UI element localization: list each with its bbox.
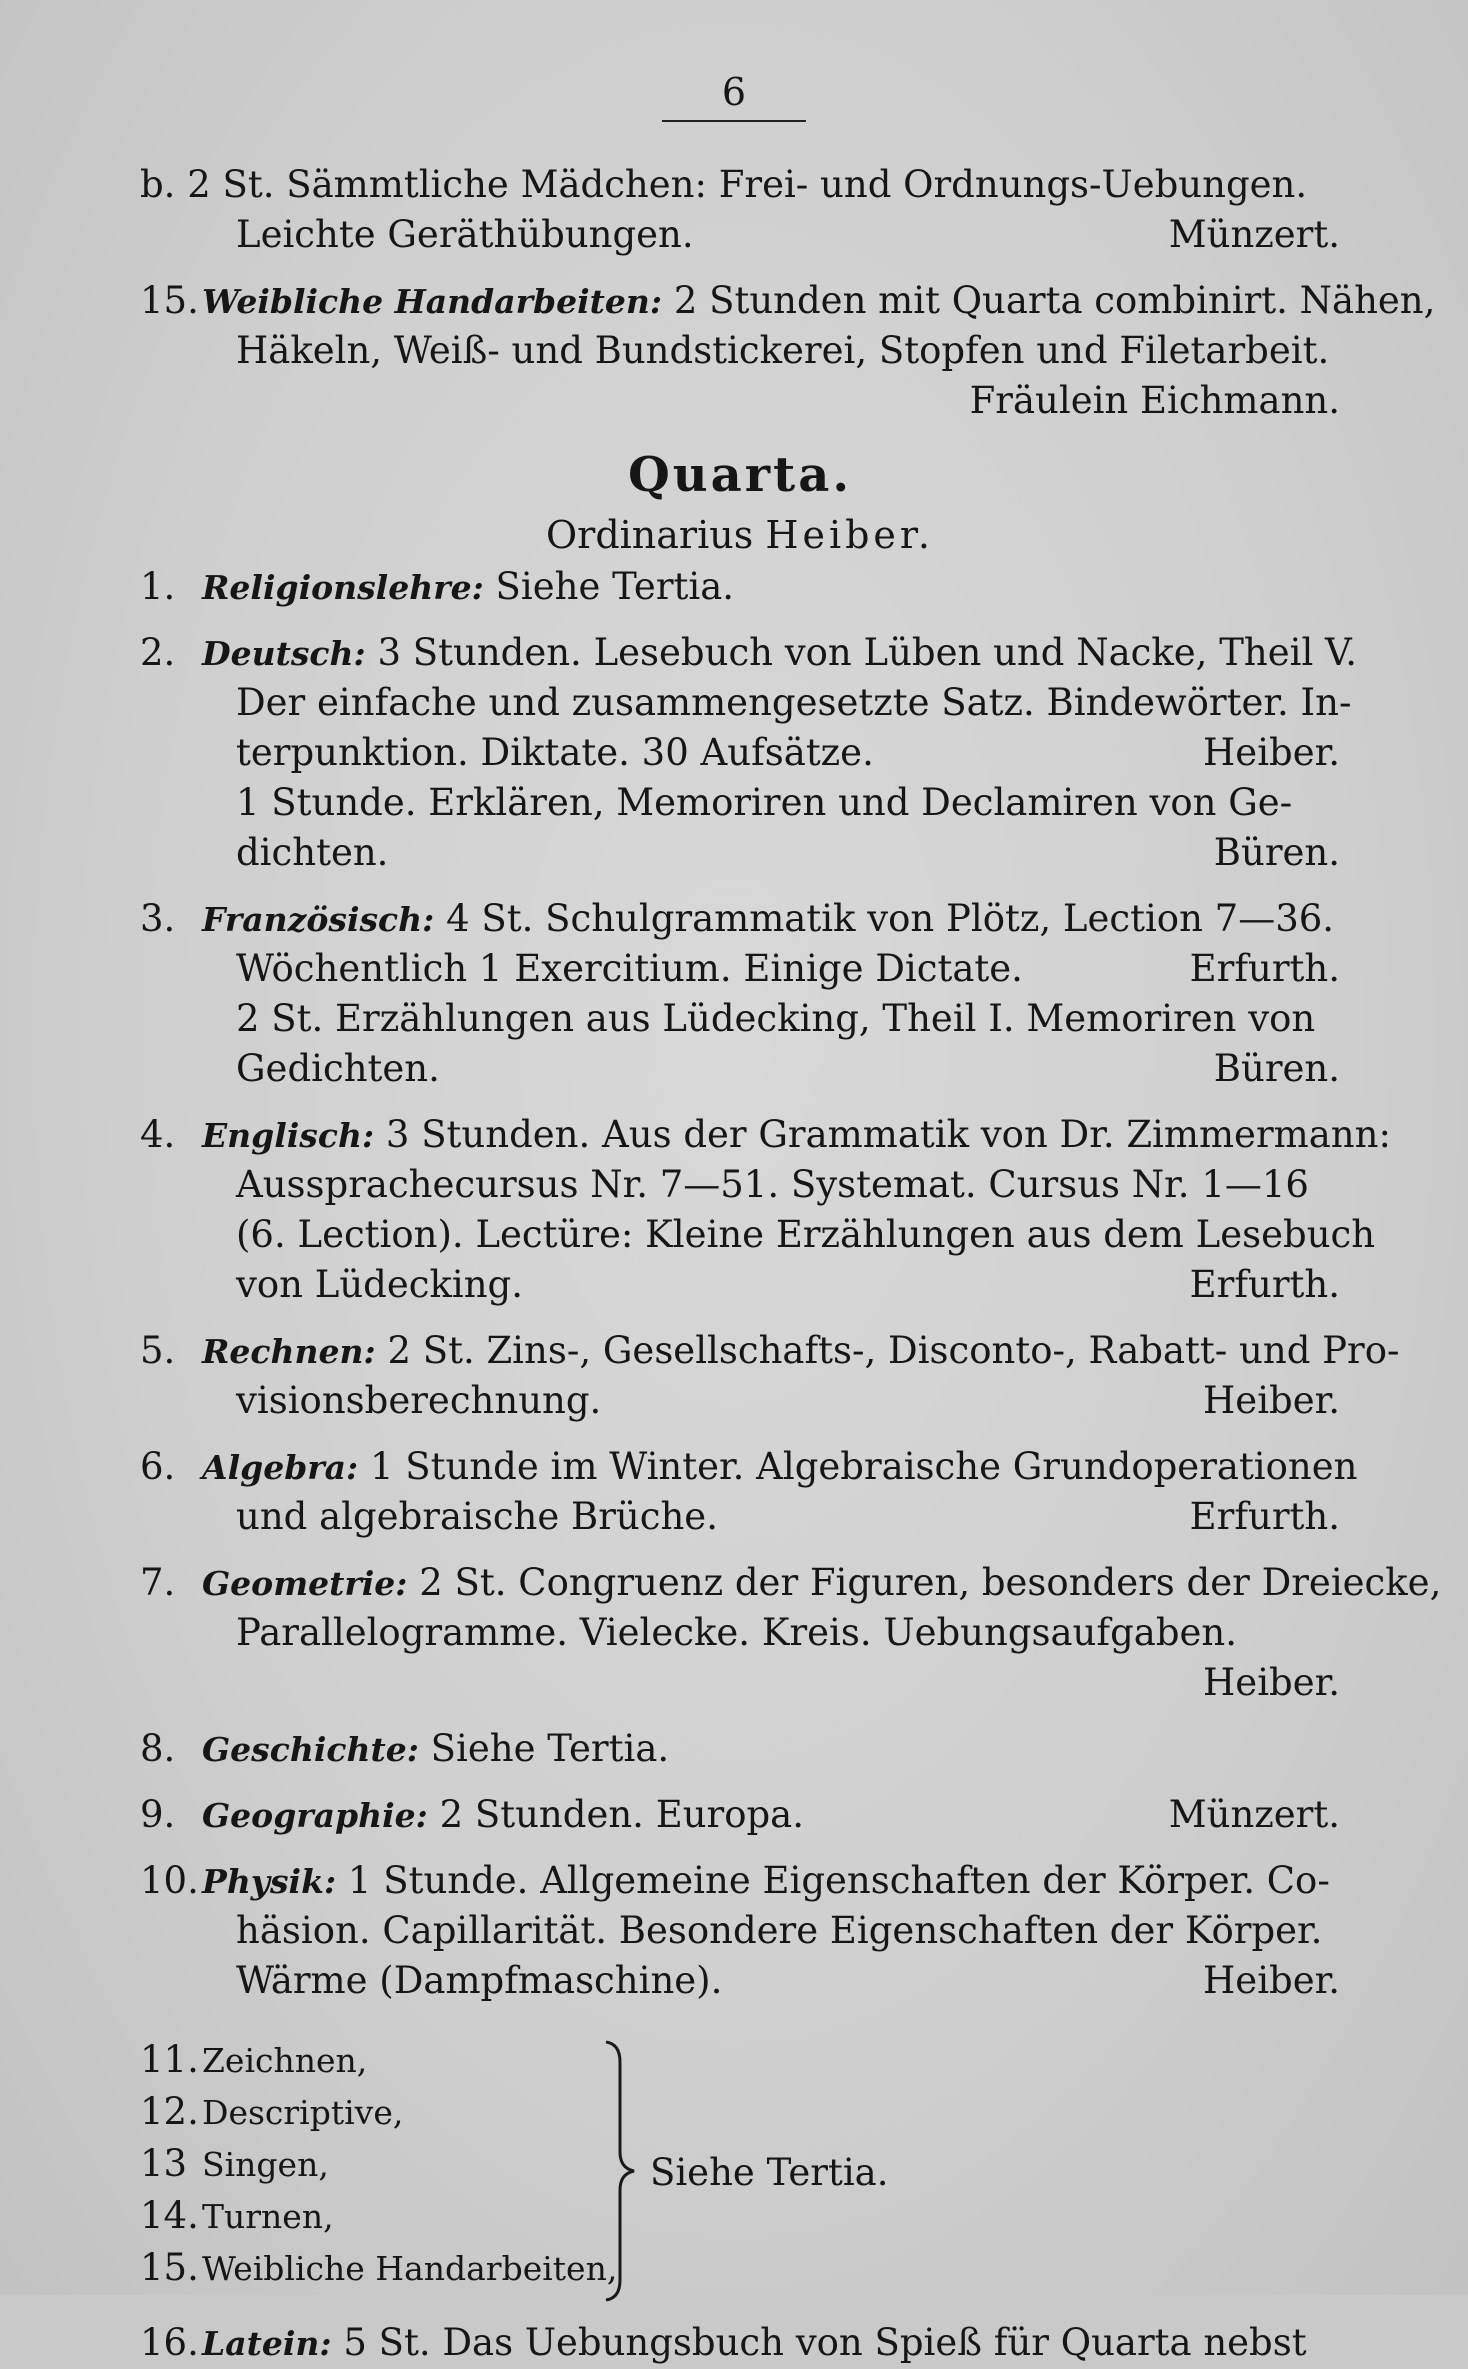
entry-line xyxy=(140,1492,1340,1542)
entry-teacher: Heiber. xyxy=(1203,1661,1340,1704)
subject-entry xyxy=(140,628,1358,878)
entry-line xyxy=(140,628,1358,678)
entry-number: 1. xyxy=(140,565,176,608)
entry-subject: Physik: xyxy=(202,1862,337,1901)
entry-line xyxy=(140,1956,1340,2006)
entry-number: 6. xyxy=(140,1445,176,1488)
subject-entry xyxy=(140,1110,1391,1310)
grouped-item-label: Weibliche Handarbeiten, xyxy=(202,2249,618,2288)
subject-entry xyxy=(140,562,1340,612)
entry-line xyxy=(140,1260,1340,1310)
grouped-item-label: Descriptive, xyxy=(202,2093,404,2132)
entry-text: dichten. xyxy=(236,831,389,874)
item-15-text-1: 2 Stunden mit Quarta combinirt. Nähen, xyxy=(673,279,1436,322)
entry-subject: Algebra: xyxy=(202,1448,359,1487)
grouped-subjects xyxy=(140,2034,1340,2314)
entry-subject: Geschichte: xyxy=(202,1730,419,1769)
section-part-b xyxy=(140,160,1340,260)
grouped-item-label: Singen, xyxy=(202,2145,329,2184)
entry-number: 2. xyxy=(140,631,176,674)
entry-text: häsion. Capillarität. Besondere Eigenschaften der Körper. xyxy=(236,1909,1323,1952)
grouped-item xyxy=(140,2242,1340,2294)
entry-number: 3. xyxy=(140,897,176,940)
entry-teacher: Büren. xyxy=(1213,1047,1340,1090)
entry-line xyxy=(140,994,1340,1044)
entry-line xyxy=(140,778,1340,828)
entry-line xyxy=(140,828,1340,878)
entry-text: (6. Lection). Lectüre: Kleine Erzählungen aus dem Lesebuch xyxy=(236,1213,1376,1256)
entry-line xyxy=(140,944,1340,994)
entry-line xyxy=(140,1326,1400,1376)
entry-text: 1 Stunde. Allgemeine Eigenschaften der Körper. Co- xyxy=(347,1859,1330,1902)
entry-text: 2 St. Congruenz der Figuren, besonders der Dreiecke, xyxy=(419,1561,1442,1604)
entry-line xyxy=(140,1906,1340,1956)
entry-teacher: Erfurth. xyxy=(1189,947,1340,990)
entry-teacher: Heiber. xyxy=(1203,1959,1340,2002)
item-15-subject: Weibliche Handarbeiten: xyxy=(202,282,663,321)
entry-text: Siehe Tertia. xyxy=(495,565,735,608)
entry-text: Aussprachecursus Nr. 7—51. Systemat. Cursus Nr. 1—16 xyxy=(236,1163,1309,1206)
item-15-line-3 xyxy=(140,376,1340,426)
entry-subject: Deutsch: xyxy=(202,634,366,673)
entry-number: 5. xyxy=(140,1329,176,1372)
grouped-item-number: 11. xyxy=(140,2038,199,2081)
item-15-number: 15. xyxy=(140,279,199,322)
entry-line xyxy=(140,1558,1442,1608)
subject-entry xyxy=(140,1558,1442,1708)
entry-teacher: Münzert. xyxy=(1168,1793,1340,1836)
entry-text: Wöchentlich 1 Exercitium. Einige Dictate. xyxy=(236,947,1023,990)
subject-entry xyxy=(140,1442,1358,1542)
entry-teacher: Erfurth. xyxy=(1189,1263,1340,1306)
entry-text: 5 St. Das Uebungsbuch von Spieß für Quarta nebst xyxy=(343,2321,1307,2364)
entry-text: Siehe Tertia. xyxy=(430,1727,670,1770)
entry-text: 2 St. Zins-, Gesellschafts-, Disconto-, Rabatt- und Pro- xyxy=(387,1329,1400,1372)
entry-subject: Geographie: xyxy=(202,1796,428,1835)
part-b-line-2 xyxy=(140,210,1340,260)
entry-text: 1 Stunde. Erklären, Memoriren und Declamiren von Ge- xyxy=(236,781,1293,824)
section-item-15 xyxy=(140,276,1436,426)
entry-subject: Religionslehre: xyxy=(202,568,484,607)
entry-line xyxy=(140,1160,1340,1210)
entry-line xyxy=(140,1210,1376,1260)
entry-teacher: Erfurth. xyxy=(1189,1495,1340,1538)
entry-teacher: Heiber. xyxy=(1203,731,1340,774)
entry-line xyxy=(140,678,1352,728)
entry-line xyxy=(140,1442,1358,1492)
grouped-item-number: 15. xyxy=(140,2246,199,2289)
grouped-item-label: Turnen, xyxy=(202,2197,334,2236)
entry-text: Parallelogramme. Vielecke. Kreis. Uebungsaufgaben. xyxy=(236,1611,1237,1654)
curly-brace-icon xyxy=(600,2040,640,2302)
quarta-heading: Quarta. xyxy=(627,447,853,503)
entry-line xyxy=(140,1110,1391,1160)
entry-subject: Englisch: xyxy=(202,1116,375,1155)
entry-text: und algebraische Brüche. xyxy=(236,1495,718,1538)
entry-line xyxy=(140,1856,1340,1906)
ordinarius-label: Ordinarius xyxy=(546,513,754,557)
grouped-item xyxy=(140,2086,1340,2138)
entry-line xyxy=(140,1790,1340,1840)
item-15-line-1 xyxy=(140,276,1436,326)
entry-number: 8. xyxy=(140,1727,176,1770)
entry-subject: Französisch: xyxy=(202,900,435,939)
entry-number: 7. xyxy=(140,1561,176,1604)
entry-line xyxy=(140,1608,1340,1658)
brace-label: Siehe Tertia. xyxy=(650,2151,889,2194)
part-b-text-2: Leichte Geräthübungen. xyxy=(236,213,694,256)
entry-line xyxy=(140,894,1340,944)
subject-entry xyxy=(140,1326,1400,1426)
subject-entry xyxy=(140,1790,1340,1840)
entry-subject: Geometrie: xyxy=(202,1564,408,1603)
entry-line xyxy=(140,1044,1340,1094)
entry-teacher: Büren. xyxy=(1213,831,1340,874)
item-15-line-2 xyxy=(140,326,1340,376)
item-15-teacher: Fräulein Eichmann. xyxy=(969,379,1340,422)
part-b-line-1 xyxy=(140,160,1340,210)
entry-subject: Rechnen: xyxy=(202,1332,376,1371)
entry-number: 16. xyxy=(140,2321,199,2364)
entry-number: 4. xyxy=(140,1113,176,1156)
subject-entry xyxy=(140,894,1340,1094)
entry-text: visionsberechnung. xyxy=(236,1379,602,1422)
ordinarius-line xyxy=(140,508,1340,562)
part-b-teacher: Münzert. xyxy=(1168,213,1340,256)
grouped-item xyxy=(140,2034,1340,2086)
page-content xyxy=(140,160,1442,2368)
entry-line xyxy=(140,1376,1340,1426)
subject-entry-latein xyxy=(140,2318,1340,2368)
entry-line xyxy=(140,728,1340,778)
grouped-item-number: 12. xyxy=(140,2090,199,2133)
item-15-text-2: Häkeln, Weiß- und Bundstickerei, Stopfen und Filetarbeit. xyxy=(236,329,1330,372)
entry-text: 4 St. Schulgrammatik von Plötz, Lection 7—36. xyxy=(446,897,1335,940)
ordinarius-name: Heiber. xyxy=(765,513,934,557)
grouped-item-label: Zeichnen, xyxy=(202,2041,368,2080)
part-b-text-1: b. 2 St. Sämmtliche Mädchen: Frei- und Ordnungs-Uebungen. xyxy=(140,163,1308,206)
entry-text: Wärme (Dampfmaschine). xyxy=(236,1959,723,2002)
subject-entry xyxy=(140,1724,1340,1774)
entry-text: Gedichten. xyxy=(236,1047,440,1090)
entry-text: 3 Stunden. Lesebuch von Lüben und Nacke, Theil V. xyxy=(377,631,1358,674)
entry-line xyxy=(140,562,1340,612)
entry-subject: Latein: xyxy=(202,2324,332,2363)
entry-line xyxy=(140,1724,1340,1774)
entry-text: 2 St. Erzählungen aus Lüdecking, Theil I. Memoriren von xyxy=(236,997,1316,1040)
grouped-item-number: 13 xyxy=(140,2142,188,2185)
entry-number: 10. xyxy=(140,1859,199,1902)
entry-text: terpunktion. Diktate. 30 Aufsätze. xyxy=(236,731,874,774)
entry-number: 9. xyxy=(140,1793,176,1836)
page-number: 6 xyxy=(662,70,806,122)
entry-text: 1 Stunde im Winter. Algebraische Grundoperationen xyxy=(370,1445,1358,1488)
entry-text: 3 Stunden. Aus der Grammatik von Dr. Zimmermann: xyxy=(385,1113,1391,1156)
entry-teacher: Heiber. xyxy=(1203,1379,1340,1422)
entry-text: 2 Stunden. Europa. xyxy=(439,1793,804,1836)
entry-line xyxy=(140,1658,1340,1708)
grouped-item-number: 14. xyxy=(140,2194,199,2237)
entry-text: Der einfache und zusammengesetzte Satz. Bindewörter. In- xyxy=(236,681,1352,724)
subject-entry xyxy=(140,1856,1340,2006)
page-number-wrapper xyxy=(0,70,1468,122)
entry-text: von Lüdecking. xyxy=(236,1263,524,1306)
